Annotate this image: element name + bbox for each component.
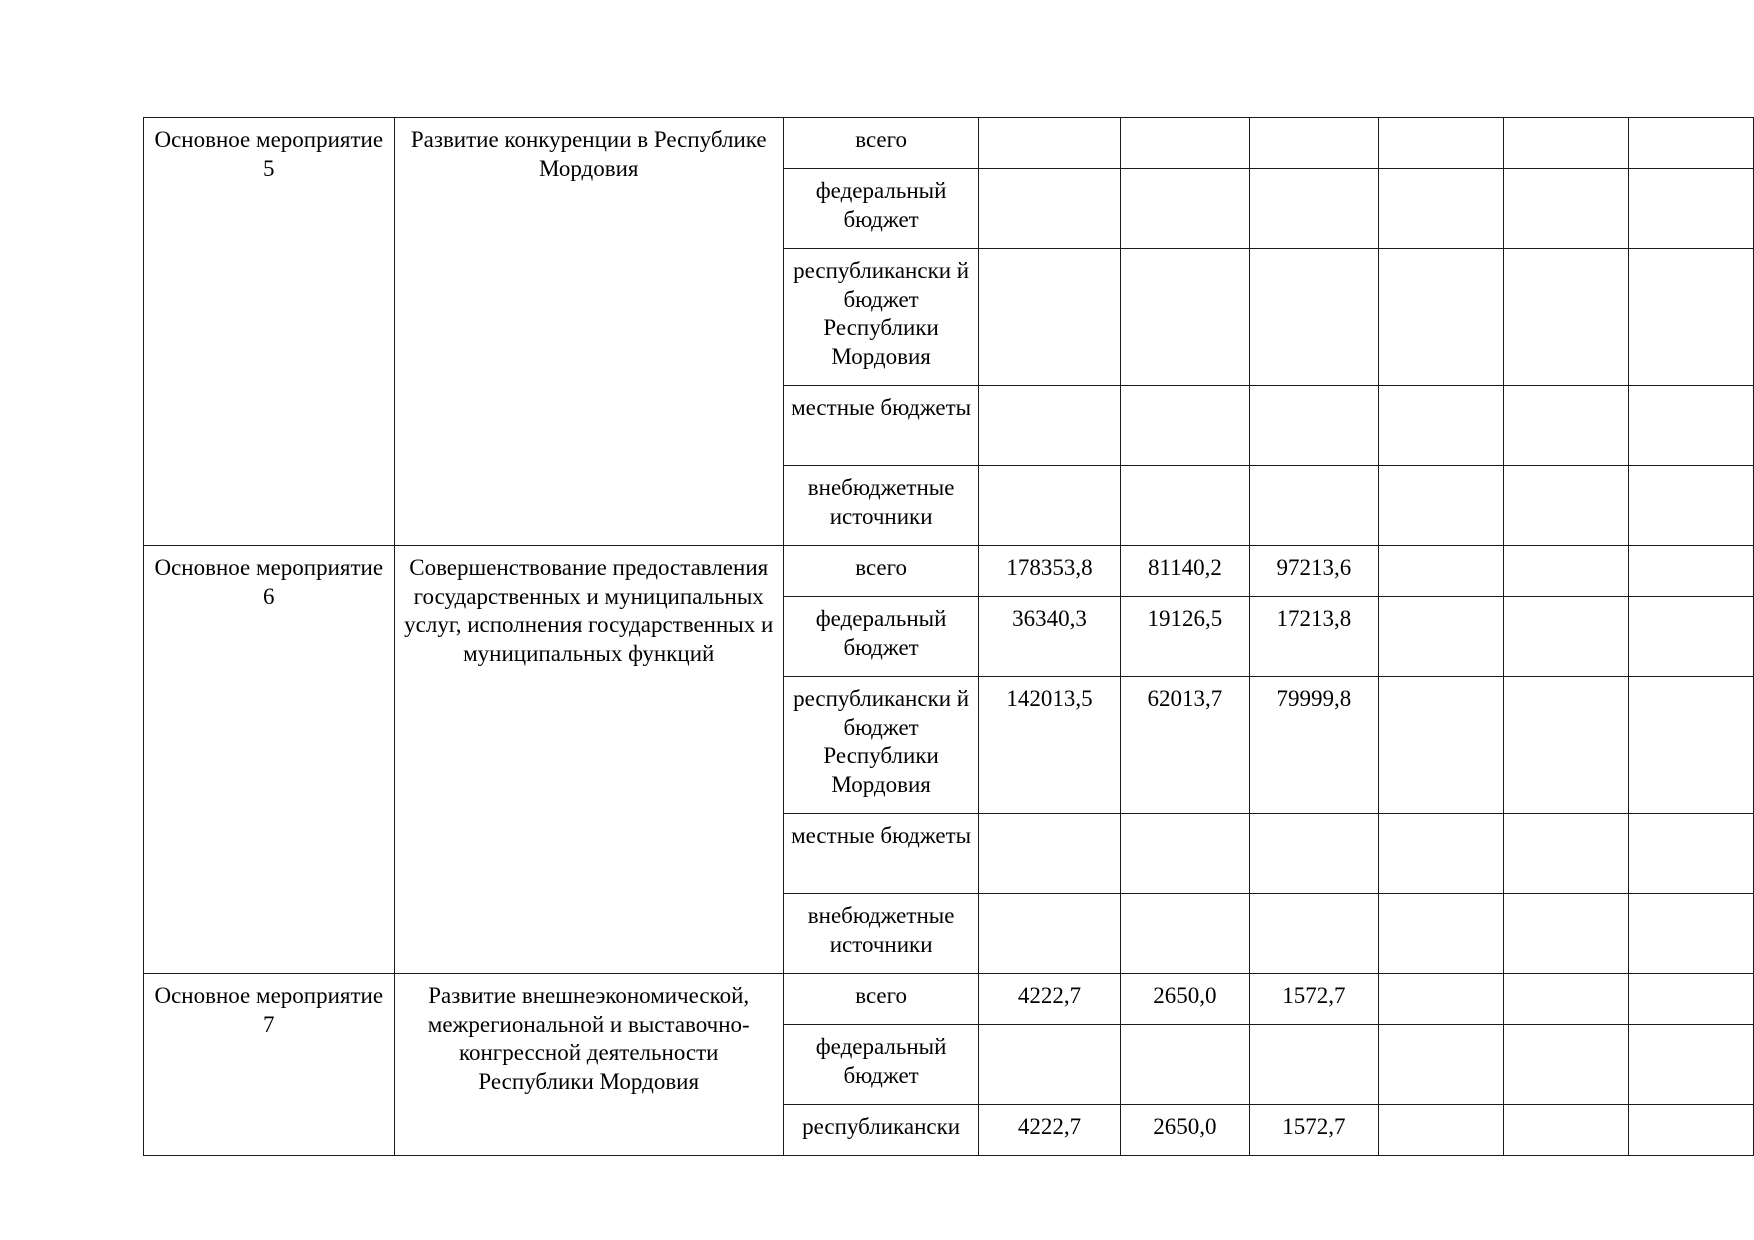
value-cell	[1120, 118, 1249, 169]
empty-cell	[1378, 169, 1503, 249]
value-cell	[1120, 249, 1249, 386]
value-cell	[1250, 169, 1378, 249]
value-cell: 36340,3	[979, 597, 1120, 677]
value-cell: 1572,7	[1250, 974, 1378, 1025]
value-cell	[1120, 169, 1249, 249]
empty-cell	[1378, 1025, 1503, 1105]
value-cell	[1120, 1025, 1249, 1105]
empty-cell	[1628, 546, 1753, 597]
value-cell	[1250, 386, 1378, 466]
funding-source-cell: федеральный бюджет	[783, 1025, 978, 1105]
funding-source-cell: республикански й бюджет Республики Мордовия	[783, 249, 978, 386]
empty-cell	[1378, 466, 1503, 546]
value-cell	[979, 814, 1120, 894]
empty-cell	[1378, 249, 1503, 386]
value-cell	[1250, 249, 1378, 386]
funding-source-cell: федеральный бюджет	[783, 597, 978, 677]
empty-cell	[1628, 894, 1753, 974]
value-cell: 178353,8	[979, 546, 1120, 597]
value-cell: 142013,5	[979, 677, 1120, 814]
funding-source-cell: местные бюджеты	[783, 386, 978, 466]
value-cell	[1250, 814, 1378, 894]
event-cell: Основное мероприятие 5	[144, 118, 395, 546]
value-cell	[979, 169, 1120, 249]
event-title-cell: Развитие конкуренции в Республике Мордовия	[394, 118, 783, 546]
table-row	[144, 546, 1754, 597]
value-cell: 17213,8	[1250, 597, 1378, 677]
empty-cell	[1628, 597, 1753, 677]
value-cell	[1250, 466, 1378, 546]
empty-cell	[1504, 1105, 1628, 1156]
event-title-cell: Развитие внешнеэкономической, межрегиональной и выставочно-конгрессной деятельности Республики Мордовия	[394, 974, 783, 1156]
value-cell: 4222,7	[979, 1105, 1120, 1156]
funding-source-cell: всего	[783, 974, 978, 1025]
empty-cell	[1504, 1025, 1628, 1105]
event-cell: Основное мероприятие 6	[144, 546, 395, 974]
empty-cell	[1504, 546, 1628, 597]
empty-cell	[1378, 814, 1503, 894]
empty-cell	[1378, 1105, 1503, 1156]
funding-source-cell: всего	[783, 546, 978, 597]
empty-cell	[1378, 894, 1503, 974]
empty-cell	[1628, 974, 1753, 1025]
value-cell: 4222,7	[979, 974, 1120, 1025]
value-cell: 2650,0	[1120, 974, 1249, 1025]
empty-cell	[1378, 597, 1503, 677]
table-row	[144, 118, 1754, 169]
empty-cell	[1504, 466, 1628, 546]
value-cell	[979, 249, 1120, 386]
value-cell	[979, 118, 1120, 169]
empty-cell	[1504, 386, 1628, 466]
funding-source-cell: внебюджетные источники	[783, 466, 978, 546]
value-cell	[1120, 386, 1249, 466]
empty-cell	[1378, 546, 1503, 597]
funding-source-cell: федеральный бюджет	[783, 169, 978, 249]
empty-cell	[1504, 677, 1628, 814]
value-cell: 2650,0	[1120, 1105, 1249, 1156]
empty-cell	[1628, 169, 1753, 249]
value-cell	[1250, 894, 1378, 974]
funding-source-cell: местные бюджеты	[783, 814, 978, 894]
funding-source-cell: республикански й бюджет Республики Мордовия	[783, 677, 978, 814]
table-row	[144, 974, 1754, 1025]
empty-cell	[1628, 1105, 1753, 1156]
empty-cell	[1504, 814, 1628, 894]
empty-cell	[1378, 118, 1503, 169]
financing-table	[143, 117, 1754, 1156]
funding-source-cell: всего	[783, 118, 978, 169]
value-cell: 97213,6	[1250, 546, 1378, 597]
value-cell: 1572,7	[1250, 1105, 1378, 1156]
empty-cell	[1628, 466, 1753, 546]
value-cell	[979, 466, 1120, 546]
value-cell	[1120, 894, 1249, 974]
empty-cell	[1504, 597, 1628, 677]
value-cell: 79999,8	[1250, 677, 1378, 814]
value-cell	[1250, 118, 1378, 169]
event-title-cell: Совершенствование предоставления государственных и муниципальных услуг, исполнения государственных и муниципальных функций	[394, 546, 783, 974]
empty-cell	[1628, 677, 1753, 814]
empty-cell	[1628, 1025, 1753, 1105]
value-cell	[1120, 814, 1249, 894]
value-cell: 62013,7	[1120, 677, 1249, 814]
value-cell	[1250, 1025, 1378, 1105]
empty-cell	[1504, 894, 1628, 974]
value-cell	[979, 386, 1120, 466]
value-cell	[1120, 466, 1249, 546]
empty-cell	[1504, 974, 1628, 1025]
empty-cell	[1504, 169, 1628, 249]
value-cell: 19126,5	[1120, 597, 1249, 677]
value-cell: 81140,2	[1120, 546, 1249, 597]
funding-source-cell: внебюджетные источники	[783, 894, 978, 974]
empty-cell	[1504, 118, 1628, 169]
empty-cell	[1628, 249, 1753, 386]
empty-cell	[1628, 386, 1753, 466]
value-cell	[979, 1025, 1120, 1105]
empty-cell	[1628, 118, 1753, 169]
empty-cell	[1628, 814, 1753, 894]
empty-cell	[1378, 974, 1503, 1025]
value-cell	[979, 894, 1120, 974]
empty-cell	[1504, 249, 1628, 386]
empty-cell	[1378, 677, 1503, 814]
event-cell: Основное мероприятие 7	[144, 974, 395, 1156]
empty-cell	[1378, 386, 1503, 466]
funding-source-cell: республикански	[783, 1105, 978, 1156]
